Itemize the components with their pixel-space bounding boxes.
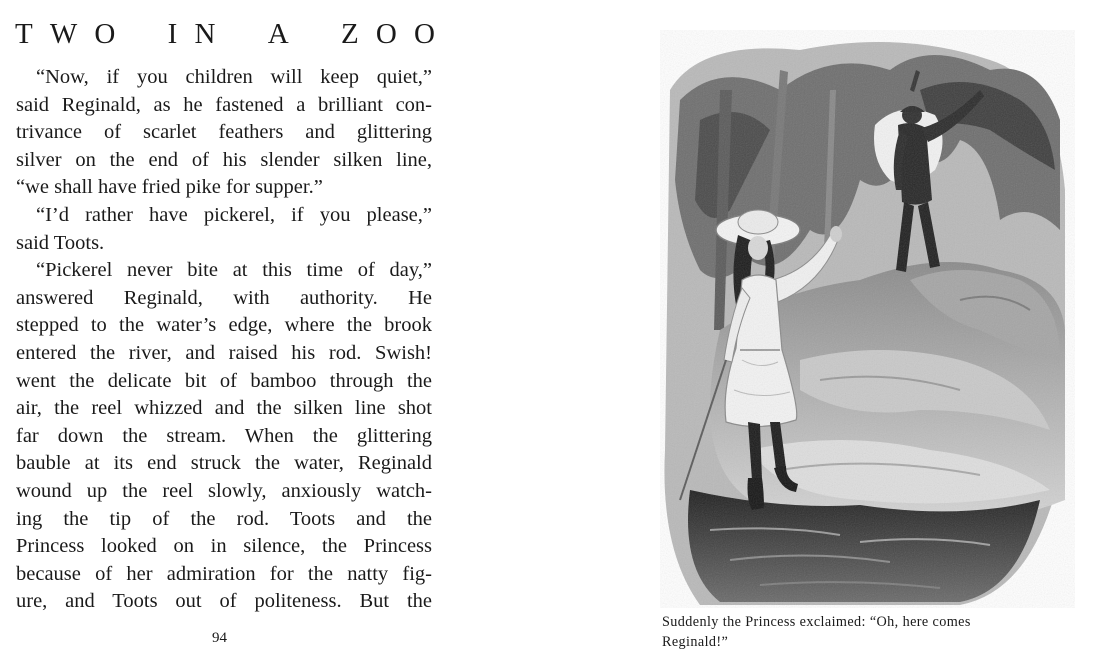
running-head-letter: O — [375, 18, 397, 50]
caption-line: Suddenly the Princess exclaimed: “Oh, here comes — [662, 614, 971, 630]
running-head-letter: T — [15, 18, 33, 50]
text-line: far down the stream. When the glittering — [16, 424, 432, 447]
running-head-letter: A — [267, 18, 289, 50]
text-line: silver on the end of his slender silken line, — [16, 148, 432, 171]
page-number: 94 — [212, 630, 227, 646]
illustration-caption — [662, 612, 1082, 652]
paragraph — [16, 257, 432, 616]
running-head-letter: W — [49, 18, 78, 50]
text-line: bauble at its end struck the water, Reginald — [16, 452, 432, 475]
running-head-letter: N — [194, 18, 216, 50]
paragraph — [16, 64, 432, 202]
text-line: “Now, if you children will keep quiet,” — [36, 66, 432, 88]
right-page — [560, 0, 1103, 671]
paragraph — [16, 202, 432, 257]
text-line: trivance of scarlet feathers and glittering — [16, 121, 432, 144]
text-line: “I’d rather have pickerel, if you please,” — [36, 203, 432, 226]
caption-line: Reginald!” — [662, 634, 729, 650]
body-text — [16, 64, 432, 616]
text-line: stepped to the water’s edge, where the brook — [16, 314, 432, 337]
running-head-letter: O — [94, 18, 116, 50]
text-line: ure, and Toots out of politeness. But the — [16, 590, 432, 613]
running-head-letter: Z — [341, 18, 359, 50]
text-line: said Reginald, as he fastened a brilliant con- — [16, 93, 432, 116]
text-line: answered Reginald, with authority. He — [16, 286, 432, 309]
running-head-letter: I — [167, 18, 178, 50]
running-head-letter: O — [414, 18, 435, 50]
text-line: “Pickerel never bite at this time of day,” — [36, 259, 432, 282]
illustration — [660, 30, 1075, 608]
text-line: said Toots. — [16, 231, 105, 254]
text-line: because of her admiration for the natty fig- — [16, 562, 432, 585]
text-line: Princess looked on in silence, the Princess — [16, 535, 432, 558]
text-line: “we shall have fried pike for supper.” — [16, 176, 323, 199]
text-line: entered the river, and raised his rod. Swish! — [16, 341, 432, 364]
text-line: ing the tip of the rod. Toots and the — [16, 507, 432, 530]
running-head — [15, 14, 435, 54]
text-line: wound up the reel slowly, anxiously watch- — [16, 479, 432, 502]
text-line: air, the reel whizzed and the silken line shot — [16, 397, 432, 420]
text-line: went the delicate bit of bamboo through the — [16, 369, 432, 392]
